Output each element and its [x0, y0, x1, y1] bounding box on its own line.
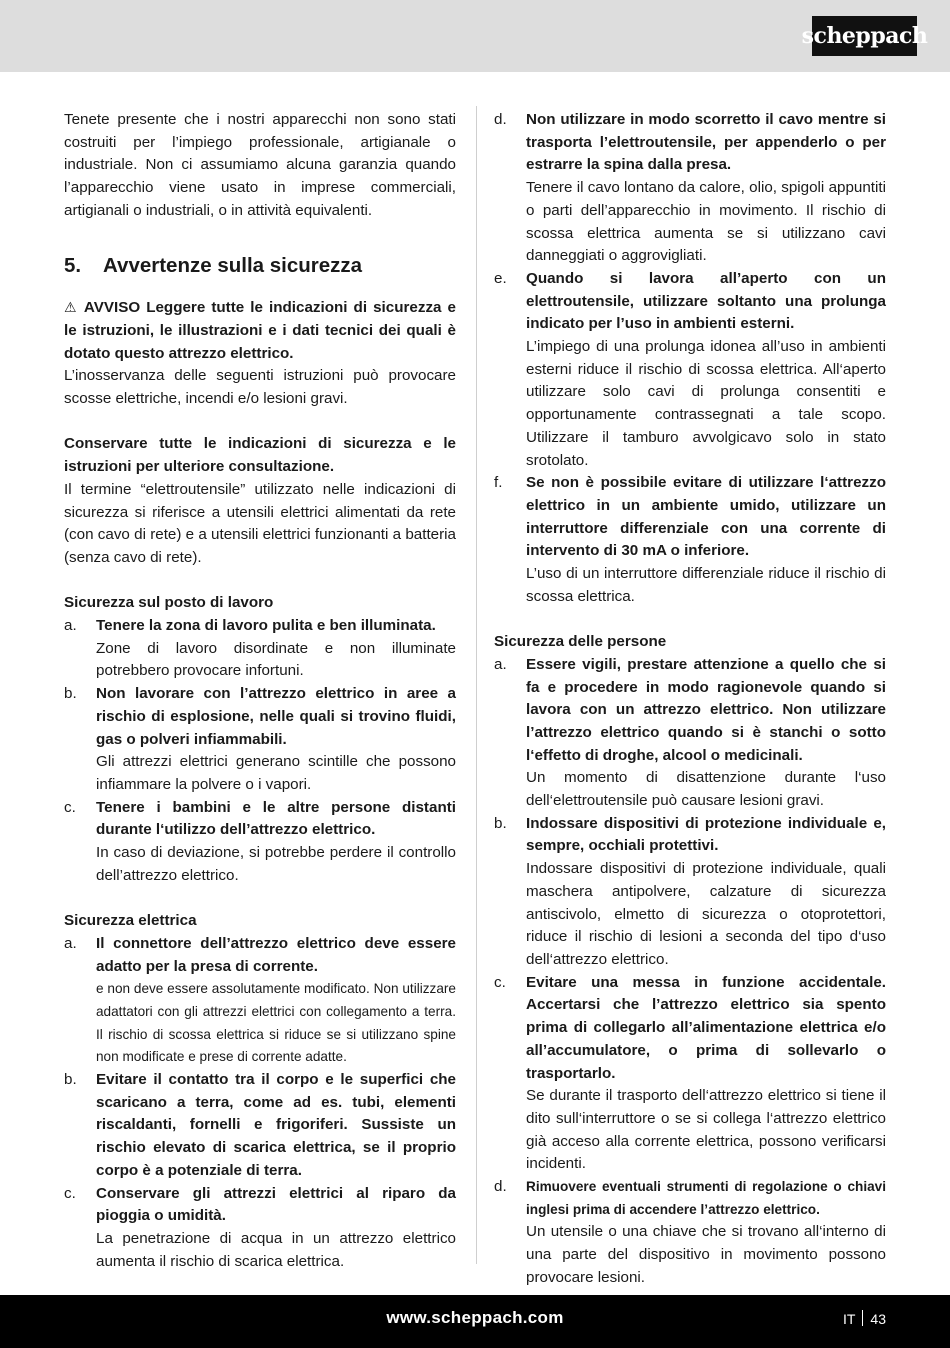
item-text: L’impiego di una prolunga idonea all’uso in ambienti esterni riduce il rischio di scossa elettrica. All‘aperto utilizzare solo cavi di prolunga consentiti e opportunamente contrassegnati a tale scopo. Utilizzare il tamburo avvolgicavo solo in stato srotolato. — [526, 338, 886, 469]
item-bold: Rimuovere eventuali strumenti di regolazione o chiavi inglesi prima di accendere l’attrezzo elettrico. — [526, 1179, 886, 1217]
item-label: f. — [494, 474, 503, 492]
left-column — [64, 109, 456, 1273]
item-text: Indossare dispositivi di protezione individuale, quali maschera antipolvere, calzature di sicurezza antiscivolo, elmetto di sicurezza o otoprotettori, riduce il rischio di lesioni a seconda del tipo d‘uso dell‘attrezzo elettrico. — [526, 860, 886, 968]
website-link[interactable]: www.scheppach.com — [386, 1308, 564, 1327]
item-label: d. — [494, 1178, 507, 1196]
warning-block — [64, 296, 456, 365]
list-item — [494, 813, 886, 972]
item-label: c. — [64, 1184, 76, 1202]
item-label: c. — [64, 798, 76, 816]
intro-paragraph: Tenete presente che i nostri apparecchi non sono stati costruiti per l’impiego professionale, artigianale o industriale. Non ci assumiamo alcuna garanzia quando l’apparecchio viene usato in imprese commerciali, artigianali o industriali, o in attività equivalenti. — [64, 111, 456, 219]
list-item — [64, 933, 456, 1069]
list-item — [494, 972, 886, 1176]
item-label: b. — [64, 685, 77, 703]
list-item — [64, 1183, 456, 1274]
item-bold: Se non è possibile evitare di utilizzare l‘attrezzo elettrico in un ambiente umido, utilizzare un interruttore differenziale con una corrente di intervento di 30 mA o inferiore. — [526, 474, 886, 560]
item-text: Un momento di disattenzione durante l‘uso dell‘elettroutensile può causare lesioni gravi. — [526, 769, 886, 810]
right-column — [494, 109, 886, 1290]
item-bold: Evitare il contatto tra il corpo e le superfici che scaricano a terra, come ad es. tubi, elementi riscaldanti, fornelli e frigoriferi. Sussiste un rischio elevato di scarica elettrica, se il proprio corpo è a potenziale di terra. — [96, 1071, 456, 1179]
item-bold: Non utilizzare in modo scorretto il cavo mentre si trasporta l’elettroutensile, per appenderlo o per estrarre la spina dalla presa. — [526, 111, 886, 174]
column-divider — [476, 106, 477, 1264]
item-bold: Il connettore dell’attrezzo elettrico deve essere adatto per la presa di corrente. — [96, 934, 456, 975]
section-number: 5. — [64, 254, 82, 278]
persons-heading: Sicurezza delle persone — [494, 633, 667, 651]
section-title: Avvertenze sulla sicurezza — [103, 254, 363, 278]
electrical-heading: Sicurezza elettrica — [64, 912, 197, 930]
item-bold: Evitare una messa in funzione accidentale. Accertarsi che l’attrezzo elettrico sia spento prima di collegarlo all’alimentazione elettrica e/o all’accumulatore, o prima di sollevarlo o trasportarlo. — [526, 973, 886, 1082]
item-bold: Conservare gli attrezzi elettrici al riparo da pioggia o umidità. — [96, 1184, 456, 1225]
keep-instructions-text: Il termine “elettroutensile” utilizzato nelle indicazioni di sicurezza si riferisce a utensili elettrici alimentati da rete (con cavo di rete) e a utensili elettrici funzionanti a batteria (senza cavo di rete). — [64, 480, 456, 566]
section-heading — [64, 252, 456, 280]
warning-text: L’inosservanza delle seguenti istruzioni può provocare scosse elettriche, incendi e/o lesioni gravi. — [64, 367, 456, 408]
item-label: b. — [494, 814, 507, 832]
item-bold: Tenere i bambini e le altre persone distanti durante l‘utilizzo dell’attrezzo elettrico. — [96, 798, 456, 839]
list-item — [64, 797, 456, 888]
page-number: 43 — [870, 1311, 886, 1327]
item-text: In caso di deviazione, si potrebbe perdere il controllo dell’attrezzo elettrico. — [96, 844, 456, 884]
list-item — [494, 109, 886, 268]
list-item — [494, 268, 886, 472]
item-text: La penetrazione di acqua in un attrezzo elettrico aumenta il rischio di scarica elettrica. — [96, 1229, 456, 1270]
list-item — [64, 683, 456, 797]
item-text: Tenere il cavo lontano da calore, olio, spigoli appuntiti o parti dell’apparecchio in movimento. Il rischio di scossa elettrica aumenta se si utilizzano cavi danneggiati o aggrovigliati. — [526, 179, 886, 265]
item-label: a. — [494, 655, 507, 673]
list-item — [494, 1176, 886, 1290]
item-label: e. — [494, 269, 507, 287]
item-text: L’uso di un interruttore differenziale riduce il rischio di scossa elettrica. — [526, 565, 886, 605]
item-text: Gli attrezzi elettrici generano scintille che possono infiammare la polvere o i vapori. — [96, 753, 456, 793]
item-label: b. — [64, 1071, 77, 1089]
item-text: Un utensile o una chiave che si trovano all‘interno di una parte del dispositivo in movimento possono provocare lesioni. — [526, 1223, 886, 1286]
item-bold: Non lavorare con l’attrezzo elettrico in aree a rischio di esplosione, nelle quali si trovino fluidi, gas o polveri infiammabili. — [96, 685, 456, 748]
language-code: IT — [842, 1311, 856, 1327]
item-bold: Indossare dispositivi di protezione individuale e, sempre, occhiali protettivi. — [526, 814, 886, 855]
item-bold: Quando si lavora all’aperto con un elettroutensile, utilizzare soltanto una prolunga indicato per l’uso in ambienti esterni. — [526, 269, 886, 333]
list-item — [64, 615, 456, 683]
item-label: c. — [494, 973, 506, 991]
warning-triangle-icon: ⚠ — [64, 299, 79, 316]
item-text: Se durante il trasporto dell‘attrezzo elettrico si tiene il dito sull‘interruttore o se si collega l‘attrezzo elettrico già acceso alla corrente elettrica, possono verificarsi incidenti. — [526, 1087, 886, 1173]
page-footer — [0, 1295, 950, 1348]
item-label: d. — [494, 111, 507, 128]
list-item — [494, 654, 886, 813]
page-header — [0, 0, 950, 72]
page-indicator — [843, 1310, 886, 1327]
separator — [862, 1310, 863, 1326]
item-label: a. — [64, 617, 77, 635]
item-text: Zone di lavoro disordinate e non illuminate potrebbero provocare infortuni. — [96, 639, 456, 680]
list-item — [64, 1069, 456, 1183]
warning-bold-text: AVVISO Leggere tutte le indicazioni di sicurezza e le istruzioni, le illustrazioni e i dati tecnici dei quali è dotato questo attrezzo elettrico. — [64, 299, 456, 362]
brand-logo: scheppach — [812, 16, 917, 56]
list-item — [494, 472, 886, 608]
item-bold: Essere vigili, prestare attenzione a quello che si fa e procedere in modo ragionevole quando si lavora con un attrezzo elettrico. Non utilizzare l’attrezzo elettrico quando si è stanchi o sotto l‘effetto di droghe, alcool o medicinali. — [526, 655, 886, 764]
item-label: a. — [64, 934, 77, 952]
item-bold: Tenere la zona di lavoro pulita e ben illuminata. — [96, 617, 436, 635]
keep-instructions-bold: Conservare tutte le indicazioni di sicurezza e le istruzioni per ulteriore consultazione. — [64, 435, 456, 476]
item-text: e non deve essere assolutamente modificato. Non utilizzare adattatori con gli attrezzi elettrici con collegamento a terra. Il rischio di scossa elettrica si riduce se si utilizzano spine non modificate e prese di corrente adatte. — [96, 981, 456, 1065]
workplace-heading: Sicurezza sul posto di lavoro — [64, 594, 274, 612]
